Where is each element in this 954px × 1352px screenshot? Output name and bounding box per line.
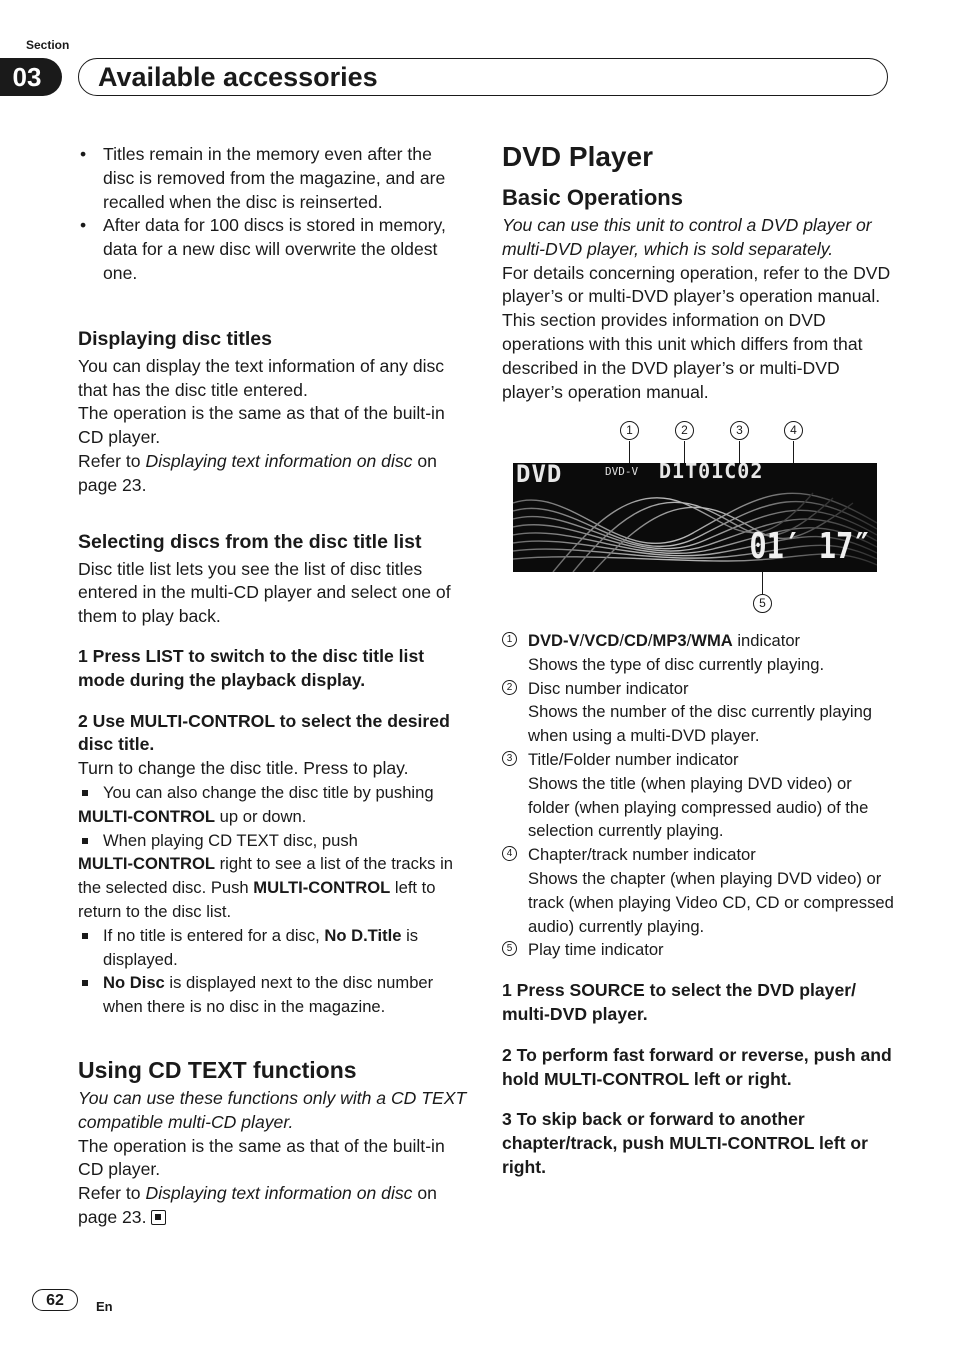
note-text: left to return to the disc list.: [78, 878, 436, 921]
indicator-legend: [502, 629, 894, 1180]
legend-number: 5: [502, 941, 517, 956]
note-item: [78, 924, 468, 972]
legend-sep: /: [647, 631, 653, 650]
paragraph: For details concerning operation, refer to the DVD player’s or multi-DVD player’s operation manual. This section provides information on DVD operations with this unit which differs from that described in the DVD player’s or multi-DVD player’s operation manual.: [502, 262, 891, 402]
heading-displaying-disc-titles: Displaying disc titles: [78, 327, 272, 350]
d-label: D: [659, 463, 673, 483]
disc-type-readout: DVD-V: [605, 465, 639, 478]
reference-paragraph: [78, 450, 468, 498]
bullet-item: • Titles remain in the memory even after the disc is removed from the magazine, and are recalled when the disc is reinserted.: [78, 143, 468, 214]
ref-link[interactable]: Displaying text information on disc: [145, 1183, 413, 1204]
section-number-badge: 03: [0, 58, 62, 96]
note-item: [78, 781, 468, 805]
note-text: When playing CD TEXT disc, push: [103, 830, 358, 850]
legend-item: [502, 938, 894, 962]
right-column: [502, 140, 894, 404]
callout-4: 4: [784, 421, 803, 440]
step-1: 1 Press SOURCE to select the DVD player/ multi-DVD player.: [502, 980, 856, 1024]
callout-3: 3: [730, 421, 749, 440]
legend-number: 2: [502, 680, 517, 695]
italic-text: You can use these functions only with a CD TEXT compatible multi-CD player.: [78, 1087, 467, 1132]
ref-prefix: Refer to: [78, 1183, 146, 1204]
note-strong: MULTI-CONTROL: [78, 854, 216, 874]
legend-title: Disc number indicator: [528, 678, 689, 698]
italic-text: You can use this unit to control a DVD player or multi-DVD player, which is sold separately.: [502, 215, 872, 259]
ref-prefix: Refer to: [78, 450, 146, 471]
chapter-number-readout: 02: [737, 463, 764, 483]
paragraph: You can display the text information of any disc that has the disc title entered.: [78, 355, 445, 400]
legend-sep: /: [579, 631, 585, 650]
legend-item: [502, 677, 894, 748]
note-strong: MULTI-CONTROL: [78, 806, 216, 826]
legend-sep: /: [619, 631, 624, 650]
paragraph: Disc title list lets you see the list of disc titles entered in the multi-CD player and select one of them to play back.: [78, 558, 451, 627]
italic-intro: [78, 1087, 468, 1135]
legend-strong: WMA: [691, 631, 733, 650]
step-2: 2 Use MULTI-CONTROL to select the desired disc title.: [78, 710, 450, 755]
heading-dvd-player: DVD Player: [502, 141, 653, 172]
legend-strong: DVD-V: [528, 631, 580, 650]
note-strong: MULTI-CONTROL: [253, 878, 391, 898]
step-3: 3 To skip back or forward to another chapter/track, push MULTI-CONTROL left or right.: [502, 1109, 868, 1177]
heading-selecting-discs: Selecting discs from the disc title list: [78, 530, 422, 553]
legend-desc: Shows the title (when playing DVD video) or folder (when playing compressed audio) of the selection currently playing.: [528, 773, 869, 841]
play-time-readout: 01′ 17″: [749, 526, 871, 567]
note-text: If no title is entered for a disc,: [103, 925, 325, 945]
legend-sep: /: [686, 631, 692, 650]
dvd-display-screen: [513, 463, 877, 572]
note-strong: No Disc: [103, 973, 165, 993]
legend-strong: MP3: [652, 631, 687, 650]
legend-item: [502, 843, 894, 938]
legend-number: 1: [502, 632, 517, 647]
note-text: is displayed.: [103, 925, 419, 969]
heading-basic-operations: Basic Operations: [502, 185, 683, 210]
note-item-cont: [78, 852, 468, 923]
legend-title: Title/Folder number indicator: [528, 749, 739, 769]
legend-number: 4: [502, 846, 517, 861]
step-2-description: Turn to change the disc title. Press to play.: [78, 758, 409, 779]
italic-intro: [502, 214, 894, 262]
legend-desc: Shows the chapter (when playing DVD video) or track (when playing Video CD, CD or compressed audio) currently playing.: [528, 868, 894, 936]
callout-line: [762, 572, 763, 594]
legend-desc: Shows the type of disc currently playing.: [528, 654, 825, 674]
legend-title: Chapter/track number indicator: [528, 845, 756, 865]
step-1: 1 Press LIST to switch to the disc title list mode during the playback display.: [78, 645, 425, 690]
reference-paragraph: [78, 1182, 468, 1230]
bullet-item: • After data for 100 discs is stored in memory, data for a new disc will overwrite the oldest one.: [78, 214, 468, 285]
legend-text: indicator: [732, 631, 801, 650]
legend-strong: CD: [623, 631, 648, 650]
t-label: T: [685, 463, 699, 483]
step-2: 2 To perform fast forward or reverse, push and hold MULTI-CONTROL left or right.: [502, 1044, 892, 1089]
paragraph: The operation is the same as that of the built-in CD player.: [78, 1135, 445, 1180]
ref-link[interactable]: Displaying text information on disc: [145, 450, 413, 471]
section-label: Section: [26, 38, 70, 52]
note-strong: No D.Title: [324, 925, 402, 945]
callout-1: 1: [620, 421, 639, 440]
disc-number-readout: 1: [672, 463, 686, 483]
title-number-readout: 01: [698, 463, 725, 483]
status-readout: [659, 463, 763, 483]
note-item-cont: [78, 805, 468, 829]
legend-item: [502, 748, 894, 843]
page-number: 62: [32, 1289, 78, 1311]
heading-using-cd-text: Using CD TEXT functions: [78, 1056, 357, 1083]
note-item: [78, 829, 468, 853]
note-item: [78, 971, 468, 1019]
ref-suffix: on page 23.: [78, 450, 437, 495]
page-title: Available accessories: [98, 62, 378, 92]
callout-5: 5: [753, 594, 772, 613]
dvd-logo: DVD: [516, 463, 563, 488]
note-text: is displayed next to the disc number when there is no disc in the magazine.: [103, 973, 434, 1017]
legend-number: 3: [502, 751, 517, 766]
paragraph: The operation is the same as that of the built-in CD player.: [78, 403, 445, 448]
legend-title: [528, 629, 894, 653]
note-text: up or down.: [215, 806, 307, 826]
end-of-section-icon: [151, 1210, 166, 1225]
legend-title: Play time indicator: [528, 940, 664, 960]
legend-strong: VCD: [584, 631, 620, 650]
note-text: right to see a list of the tracks in the selected disc. Push: [78, 854, 453, 898]
ref-suffix: on page 23.: [78, 1183, 437, 1227]
c-label: C: [724, 463, 738, 483]
note-text: You can also change the disc title by pushing: [103, 782, 434, 802]
legend-desc: Shows the number of the disc currently playing when using a multi-DVD player.: [528, 702, 873, 746]
language-label: En: [96, 1299, 113, 1314]
left-column: [78, 143, 468, 1230]
callout-2: 2: [675, 421, 694, 440]
legend-item: [502, 629, 894, 677]
